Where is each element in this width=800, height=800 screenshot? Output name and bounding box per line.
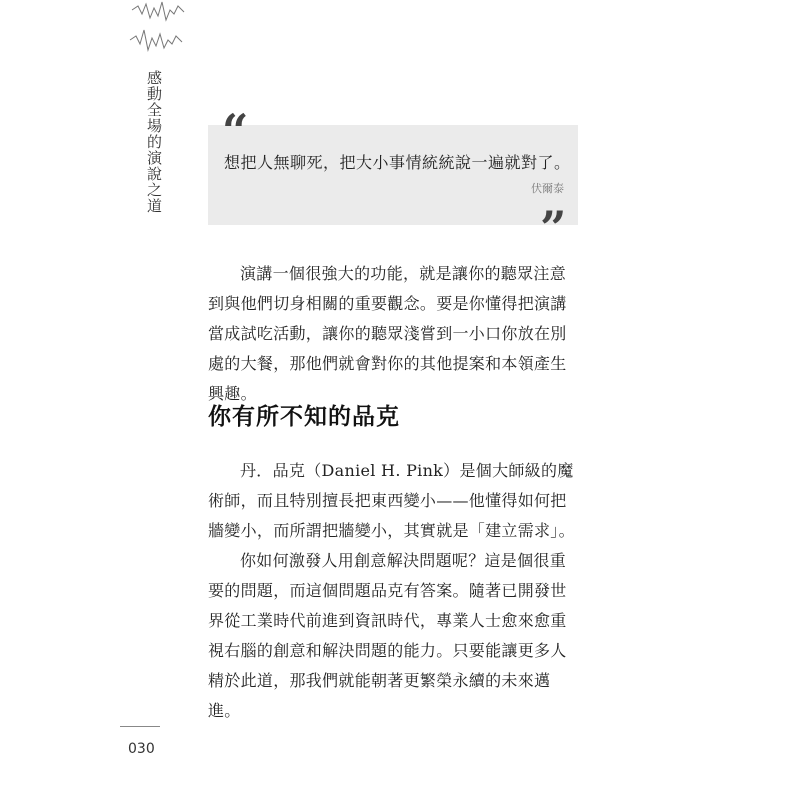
intro-paragraph: 演講一個很強大的功能，就是讓你的聽眾注意到與他們切身相關的重要觀念。要是你懂得把演講當成試吃活動，讓你的聽眾淺嘗到一小口你放在別處的大餐，那他們就會對你的其他提案和本領產生興趣。: [208, 264, 567, 403]
sound-wave-icon: [128, 0, 188, 64]
section-body: [208, 456, 580, 726]
body-paragraph-2: 你如何激發人用創意解決問題呢？這是個很重要的問題，而這個問題品克有答案。隨著已開發世界從工業時代前進到資訊時代，專業人士愈來愈重視右腦的創意和解決問題的能力。只要能讓更多人精於此道，那我們就能朝著更繁榮永續的未來邁進。: [208, 551, 567, 720]
open-quote-mark: “: [222, 104, 249, 158]
body-paragraph-1: 丹．品克（Daniel H. Pink）是個大師級的魔術師，而且特別擅長把東西變小——他懂得如何把牆變小，而所謂把牆變小，其實就是「建立需求」。: [208, 461, 575, 540]
epigraph-author: 伏爾泰: [531, 182, 564, 195]
epigraph-text: 想把人無聊死，把大小事情統統說一遍就對了。: [224, 153, 571, 172]
running-header-book-title: 感動全場的演說之道: [145, 70, 163, 214]
page-number: 030: [128, 741, 155, 757]
epigraph-box: [208, 125, 578, 225]
close-quote-mark: ”: [540, 201, 567, 255]
intro-paragraph-block: [208, 259, 580, 409]
section-heading: 你有所不知的品克: [208, 403, 400, 430]
footer-rule: [120, 726, 160, 727]
page-edge-shade: [590, 0, 800, 800]
